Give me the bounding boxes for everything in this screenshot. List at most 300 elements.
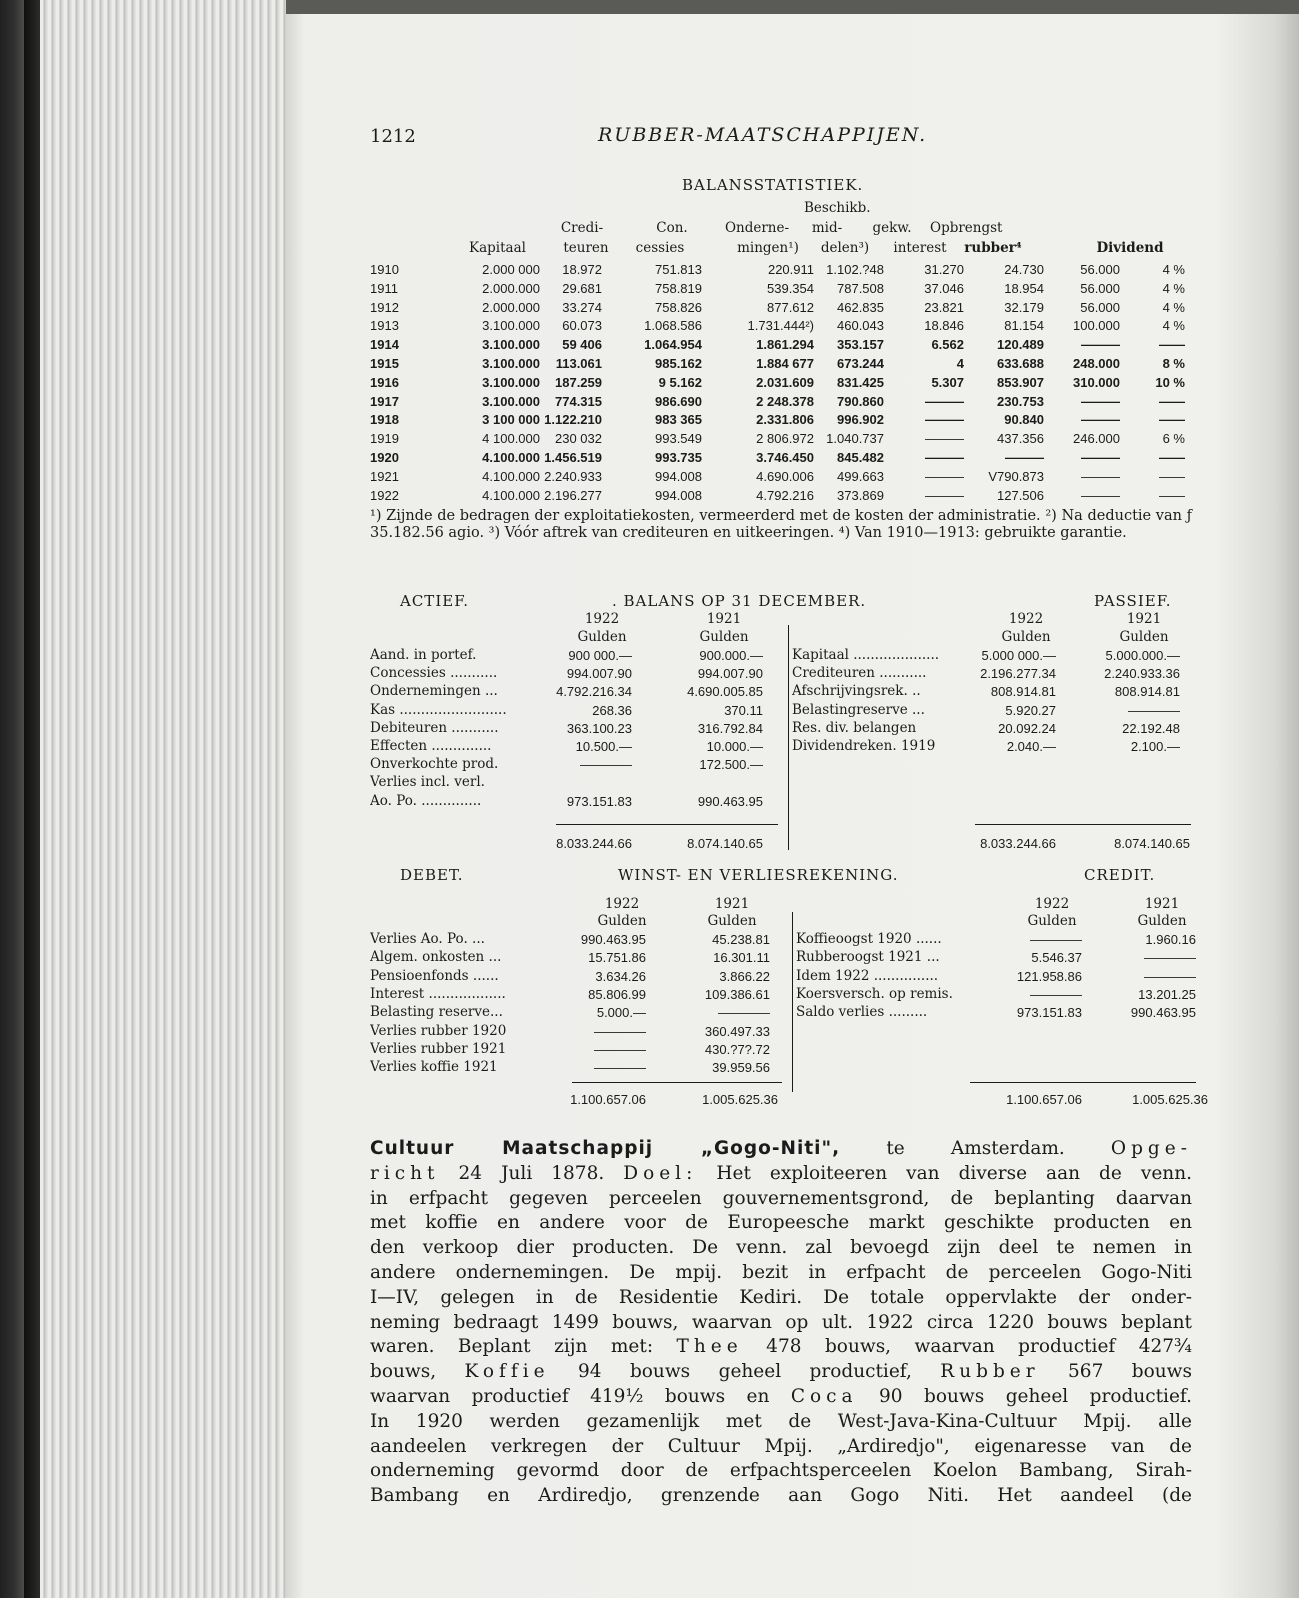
balans-activa-1922: ———— bbox=[580, 757, 632, 773]
stats-cell: 2.000.000 bbox=[482, 280, 540, 296]
stats-cell: 81.154 bbox=[1004, 318, 1044, 334]
winst-credit-rule bbox=[970, 1082, 1196, 1083]
winst-right-title: CREDIT. bbox=[1084, 866, 1156, 884]
winst-debet-1922: 85.806.99 bbox=[588, 986, 646, 1002]
company-text-line bbox=[370, 1262, 1192, 1283]
book-page-edges bbox=[0, 0, 300, 1598]
winst-credit-label: Koffieoogst 1920 ...... bbox=[796, 931, 942, 947]
winst-credit-label: Idem 1922 ............... bbox=[796, 967, 939, 984]
winst-debet-1921: 360.497.33 bbox=[704, 1023, 770, 1039]
stats-header-top-cell: Opbrengst bbox=[930, 220, 1003, 236]
stats-cell: 220.911 bbox=[767, 262, 814, 277]
stats-header-top-cell: Con. bbox=[656, 220, 688, 236]
balans-activa-1922: 4.792.216.34 bbox=[556, 684, 632, 700]
stats-cell: 1920 bbox=[370, 450, 399, 465]
stats-cell: 3.100.000 bbox=[482, 356, 540, 371]
stats-cell: 1.068.586 bbox=[644, 318, 702, 334]
balans-passiva-total-1921: 8.074.140.65 bbox=[1114, 836, 1190, 851]
stats-cell: 4 % bbox=[1162, 318, 1185, 334]
stats-cell: ——— bbox=[1005, 450, 1044, 465]
stats-cell: 1.731.444²) bbox=[747, 318, 814, 334]
balans-year-header: 1921 bbox=[1126, 611, 1162, 627]
winst-unit-header: Gulden bbox=[1137, 913, 1187, 929]
stats-cell: ——— bbox=[1081, 487, 1120, 503]
winst-debet-1922: 990.463.95 bbox=[580, 932, 646, 947]
stats-cell: 1913 bbox=[370, 318, 399, 334]
stats-cell: 2.196.277 bbox=[544, 487, 602, 503]
stats-cell: 127.506 bbox=[997, 487, 1044, 503]
stats-cell: 985.162 bbox=[655, 356, 702, 371]
balans-passiva-rule bbox=[975, 824, 1191, 825]
stats-cell: ——— bbox=[1081, 393, 1120, 409]
company-text-segment: waren. Beplant zijn met: bbox=[370, 1336, 677, 1358]
stats-cell: 1910 bbox=[370, 262, 399, 277]
stats-cell: ——— bbox=[1081, 412, 1120, 428]
winst-debet-1921: 16.301.11 bbox=[713, 950, 770, 966]
stats-cell: ——— bbox=[925, 412, 964, 428]
stats-cell: 4.100.000 bbox=[482, 468, 540, 484]
stats-cell: 1922 bbox=[370, 487, 399, 503]
stats-cell: 3.100.000 bbox=[482, 393, 540, 409]
stats-header-cell: rubber⁴ bbox=[964, 240, 1022, 256]
stats-cell: 6.562 bbox=[931, 337, 964, 353]
company-text-line bbox=[370, 1237, 1192, 1258]
stats-cell: 1.064.954 bbox=[644, 337, 702, 353]
stats-cell: 633.688 bbox=[997, 356, 1044, 371]
winst-debet-1921: 3.866.22 bbox=[719, 968, 770, 984]
stats-cell: 1915 bbox=[370, 356, 399, 371]
winst-divider bbox=[792, 912, 793, 1092]
balans-activa-label: Ondernemingen ... bbox=[370, 683, 498, 700]
stats-cell: 993.735 bbox=[655, 450, 702, 465]
balans-right-title: PASSIEF. bbox=[1094, 592, 1172, 610]
winst-year-header: 1922 bbox=[604, 896, 640, 912]
stats-cell: 24.730 bbox=[1004, 262, 1044, 277]
balans-passiva-1921: 5.000.000.— bbox=[1105, 648, 1180, 663]
stats-cell: 673.244 bbox=[837, 356, 884, 371]
balans-activa-label: Ao. Po. .............. bbox=[370, 792, 482, 809]
stats-footnote-text bbox=[370, 508, 1192, 542]
stats-cell: 4.792.216 bbox=[756, 487, 814, 503]
stats-cell: 10 % bbox=[1155, 374, 1185, 390]
stats-cell: ——— bbox=[1081, 468, 1120, 484]
winst-debet-1921: ———— bbox=[718, 1005, 770, 1021]
company-text-emphasis: Thee bbox=[676, 1336, 743, 1358]
stats-cell: 1912 bbox=[370, 299, 399, 315]
page-top-shadow bbox=[286, 0, 1299, 14]
stats-cell: 310.000 bbox=[1073, 374, 1120, 390]
company-text-line bbox=[370, 1460, 1192, 1481]
company-text-segment: den verkoop dier producten. De venn. zal bevoegd zijn deel te nemen in bbox=[370, 1237, 1192, 1259]
company-text-segment: onderneming gevormd door de erfpachtsperceelen Koelon Bambang, Sirah- bbox=[370, 1460, 1192, 1482]
balans-activa-1921: 172.500.— bbox=[699, 757, 763, 773]
stats-cell: 1911 bbox=[370, 280, 398, 296]
stats-header-top-cell: Credi- bbox=[560, 220, 604, 236]
stats-cell: 853.907 bbox=[997, 374, 1044, 390]
winst-credit-label: Koersversch. op remis. bbox=[796, 985, 953, 1002]
stats-cell: 2.000 000 bbox=[482, 262, 540, 277]
company-text-line bbox=[370, 1312, 1192, 1333]
balans-unit-header: Gulden bbox=[577, 629, 627, 645]
stats-cell: ——— bbox=[1081, 450, 1120, 465]
stats-header-cell: cessies bbox=[635, 240, 685, 256]
winst-debet-label: Verlies rubber 1920 bbox=[370, 1022, 507, 1039]
stats-cell: 56.000 bbox=[1080, 299, 1120, 315]
stats-cell: ——— bbox=[925, 450, 964, 465]
stats-cell: 18.972 bbox=[562, 262, 602, 277]
stats-cell: 18.954 bbox=[1004, 280, 1044, 296]
winst-credit-1922: ———— bbox=[1030, 986, 1082, 1002]
stats-cell: 2.240.933 bbox=[544, 468, 602, 484]
company-name: Cultuur Maatschappij „Gogo-Niti", bbox=[370, 1138, 841, 1159]
stats-cell: 23.821 bbox=[924, 299, 964, 315]
stats-cell: 994.008 bbox=[655, 487, 702, 503]
company-text-line bbox=[370, 1361, 1192, 1382]
stats-cell: 4.100.000 bbox=[482, 450, 540, 465]
company-text-line bbox=[370, 1386, 1192, 1407]
winst-debet-total-1922: 1.100.657.06 bbox=[570, 1092, 646, 1107]
stats-cell: 1.102.?48 bbox=[826, 262, 884, 277]
balans-activa-label: Effecten .............. bbox=[370, 738, 492, 754]
stats-cell: 5.307 bbox=[931, 374, 964, 390]
stats-cell: 1.884 677 bbox=[756, 356, 814, 371]
balans-passiva-label: Res. div. belangen bbox=[792, 719, 917, 736]
stats-cell: 877.612 bbox=[767, 299, 814, 315]
stats-cell: 59 406 bbox=[562, 337, 602, 353]
company-text-segment: te Amsterdam. bbox=[840, 1138, 1111, 1159]
company-text-segment: met koffie en andere voor de Europeesche markt geschikte producten en bbox=[370, 1212, 1192, 1234]
winst-credit-1921: 1.960.16 bbox=[1145, 932, 1196, 947]
balans-activa-rule bbox=[556, 824, 778, 825]
company-text-line bbox=[370, 1485, 1192, 1506]
stats-cell: 373.869 bbox=[837, 487, 884, 503]
company-text-line bbox=[370, 1163, 1192, 1184]
stats-cell: 993.549 bbox=[655, 431, 702, 447]
stats-cell: 3.100.000 bbox=[482, 318, 540, 334]
stats-cell: 983 365 bbox=[655, 412, 702, 428]
winst-debet-1922: ———— bbox=[594, 1023, 646, 1039]
stats-cell: ——— bbox=[925, 487, 964, 503]
stats-cell: 32.179 bbox=[1004, 299, 1044, 315]
stats-cell: 831.425 bbox=[837, 374, 884, 390]
winst-credit-label: Saldo verlies ......... bbox=[796, 1004, 928, 1021]
stats-cell: 1917 bbox=[370, 393, 399, 409]
stats-cell: —— bbox=[1159, 337, 1185, 353]
balans-passiva-1922: 2.196.277.34 bbox=[980, 666, 1056, 682]
company-text-line bbox=[370, 1436, 1192, 1457]
stats-cell: 790.860 bbox=[837, 393, 884, 409]
winst-debet-rule bbox=[572, 1082, 782, 1083]
stats-cell: 1919 bbox=[370, 431, 399, 447]
company-text-segment: aandeelen verkregen der Cultuur Mpij. „Ardiredjo", eigenaresse van de bbox=[370, 1435, 1192, 1457]
balans-passiva-total-1922: 8.033.244.66 bbox=[980, 836, 1056, 851]
stats-cell: 230 032 bbox=[555, 431, 602, 447]
stats-header-cell: mingen¹) bbox=[737, 240, 799, 256]
stats-cell: 2 248.378 bbox=[756, 393, 814, 409]
stats-cell: 9 5.162 bbox=[658, 374, 702, 390]
stats-cell: 1921 bbox=[370, 468, 399, 484]
winst-year-header: 1921 bbox=[1144, 896, 1180, 912]
balans-activa-label: Onverkochte prod. bbox=[370, 756, 499, 773]
stats-header-cell: interest bbox=[893, 240, 947, 256]
company-text-emphasis: Koffie bbox=[464, 1361, 550, 1383]
winst-debet-1922: 5.000.— bbox=[596, 1005, 646, 1021]
winst-title: WINST- EN VERLIESREKENING. bbox=[618, 866, 899, 884]
stats-footnote: ²) Na deductie van ƒ 35.182.56 agio. bbox=[370, 508, 1193, 541]
balans-activa-1922: 363.100.23 bbox=[566, 720, 632, 736]
stats-cell: 437.356 bbox=[997, 431, 1044, 447]
stats-cell: 1.040.737 bbox=[826, 431, 884, 447]
stats-header-top-cell: mid- bbox=[811, 220, 843, 236]
stats-cell: 2 806.972 bbox=[756, 431, 814, 447]
winst-debet-1922: 15.751.86 bbox=[588, 950, 646, 966]
winst-debet-1921: 45.238.81 bbox=[712, 932, 770, 947]
stats-cell: 230.753 bbox=[997, 393, 1044, 409]
winst-debet-total-1921: 1.005.625.36 bbox=[702, 1092, 778, 1107]
winst-credit-1921: ———— bbox=[1144, 950, 1196, 966]
stats-cell: 1914 bbox=[370, 337, 399, 353]
stats-cell: 113.061 bbox=[555, 356, 602, 371]
winst-credit-1921: 13.201.25 bbox=[1138, 986, 1196, 1002]
winst-debet-label: Verlies rubber 1921 bbox=[370, 1040, 507, 1057]
company-text-emphasis: Rubber bbox=[940, 1361, 1040, 1383]
balans-year-header: 1921 bbox=[706, 611, 742, 627]
balans-passiva-1922: 5.920.27 bbox=[1005, 702, 1056, 718]
stats-cell: 4 % bbox=[1162, 280, 1185, 296]
stats-cell: 4.100.000 bbox=[482, 487, 540, 503]
company-text-line bbox=[370, 1188, 1192, 1209]
balans-activa-1921: 316.792.84 bbox=[697, 720, 763, 736]
company-text-line bbox=[370, 1336, 1192, 1357]
balans-activa-total-1922: 8.033.244.66 bbox=[556, 836, 632, 851]
winst-debet-1922: ———— bbox=[594, 1041, 646, 1057]
balans-activa-label: Debiteuren ........... bbox=[370, 719, 499, 736]
winst-credit-1921: ———— bbox=[1144, 968, 1196, 984]
stats-cell: 2.331.806 bbox=[756, 412, 814, 428]
stats-cell: 120.489 bbox=[997, 337, 1044, 353]
balans-passiva-1922: 2.040.— bbox=[1006, 739, 1056, 754]
stats-cell: 4 % bbox=[1162, 262, 1185, 277]
winst-debet-1922: 3.634.26 bbox=[595, 968, 646, 984]
company-text-segment: Het exploiteeren van diverse aan de venn. bbox=[697, 1162, 1192, 1184]
balans-year-header: 1922 bbox=[584, 611, 620, 627]
balans-passiva-1921: 808.914.81 bbox=[1114, 684, 1180, 700]
stats-cell: 462.835 bbox=[837, 299, 884, 315]
balans-activa-1922: 268.36 bbox=[592, 702, 632, 718]
stats-cell: 8 % bbox=[1162, 356, 1185, 371]
stats-cell: 2.000.000 bbox=[482, 299, 540, 315]
balans-activa-1922: 10.500.— bbox=[575, 739, 632, 754]
company-text-segment: neming bedraagt 1499 bouws, waarvan op ult. 1922 circa 1220 bouws beplant bbox=[370, 1311, 1192, 1333]
stats-cell: ——— bbox=[925, 393, 964, 409]
stats-cell: 187.259 bbox=[555, 374, 602, 390]
company-text-segment: In 1920 werden gezamenlijk met de West-Java-Kina-Cultuur Mpij. alle bbox=[370, 1410, 1192, 1432]
stats-cell: —— bbox=[1159, 450, 1185, 465]
stats-cell: 1.122.210 bbox=[544, 412, 602, 428]
winst-year-header: 1922 bbox=[1034, 896, 1070, 912]
balans-activa-label: Concessies ........... bbox=[370, 665, 498, 682]
stats-col-group: Beschikb. bbox=[804, 200, 871, 216]
stats-cell: 18.846 bbox=[924, 318, 964, 334]
balans-divider bbox=[788, 625, 789, 850]
company-text-segment: bouws, bbox=[370, 1361, 465, 1383]
stats-cell: 1.861.294 bbox=[756, 337, 814, 353]
stats-cell: 986.690 bbox=[655, 393, 702, 409]
stats-cell: 4 100.000 bbox=[482, 431, 540, 447]
winst-credit-total-1921: 1.005.625.36 bbox=[1132, 1092, 1208, 1107]
balans-year-header: 1922 bbox=[1008, 611, 1044, 627]
balans-activa-1921: 900.000.— bbox=[699, 648, 763, 663]
stats-cell: 539.354 bbox=[767, 280, 814, 296]
winst-unit-header: Gulden bbox=[707, 913, 757, 929]
winst-debet-label: Algem. onkosten ... bbox=[370, 949, 502, 966]
balans-unit-header: Gulden bbox=[1001, 629, 1051, 645]
balans-activa-1921: 370.11 bbox=[724, 702, 763, 718]
winst-debet-1921: 109.386.61 bbox=[704, 986, 770, 1002]
balans-passiva-1921: 2.240.933.36 bbox=[1104, 666, 1180, 682]
stats-cell: 6 % bbox=[1162, 431, 1185, 447]
balans-activa-label: Verlies incl. verl. bbox=[370, 774, 485, 791]
balans-passiva-1922: 5.000 000.— bbox=[981, 648, 1056, 663]
company-text-segment: Bambang en Ardiredjo, grenzende aan Gogo Niti. Het aandeel (de bbox=[370, 1485, 1192, 1507]
winst-debet-label: Pensioenfonds ...... bbox=[370, 967, 499, 984]
book-spine bbox=[24, 0, 40, 1598]
stats-footnote: ¹) Zijnde de bedragen der exploitatiekosten, vermeerderd met de kosten der administratie. bbox=[370, 508, 1041, 524]
stats-cell: 758.819 bbox=[655, 280, 702, 296]
company-text-emphasis: Coca bbox=[790, 1386, 858, 1407]
stats-cell: ——— bbox=[1081, 337, 1120, 353]
stats-header-cell: Kapitaal bbox=[469, 240, 526, 256]
company-text-line bbox=[370, 1212, 1192, 1233]
balans-passiva-1921: 22.192.48 bbox=[1122, 720, 1180, 736]
company-text-emphasis: Doel: bbox=[623, 1162, 698, 1184]
winst-debet-1921: 39.959.56 bbox=[712, 1060, 770, 1076]
winst-unit-header: Gulden bbox=[597, 913, 647, 929]
stats-footnote: ³) Vóór aftrek van crediteuren en uitkeeringen. bbox=[488, 525, 835, 541]
balans-activa-1921: 10.000.— bbox=[706, 739, 763, 754]
stats-cell: 3.100.000 bbox=[482, 337, 540, 353]
stats-title: BALANSSTATISTIEK. bbox=[682, 176, 864, 194]
stats-cell: 787.508 bbox=[837, 280, 884, 296]
balans-activa-1921: 990.463.95 bbox=[697, 793, 763, 809]
stats-cell: —— bbox=[1159, 468, 1185, 484]
company-text-segment: andere ondernemingen. De mpij. bezit in erfpacht de perceelen Gogo-Niti bbox=[370, 1262, 1192, 1283]
balans-activa-label: Aand. in portef. bbox=[370, 647, 477, 663]
stats-cell: 845.482 bbox=[837, 450, 884, 465]
stats-cell: 248.000 bbox=[1073, 356, 1120, 371]
stats-cell: 4.690.006 bbox=[756, 468, 814, 484]
company-text-segment: 567 bouws bbox=[1039, 1361, 1192, 1383]
balans-title: . BALANS OP 31 DECEMBER. bbox=[612, 592, 867, 610]
balans-activa-label: Kas ......................... bbox=[370, 701, 507, 718]
company-text-segment: in erfpacht gegeven perceelen gouvernementsgrond, de beplanting daarvan bbox=[370, 1187, 1192, 1209]
stats-cell: 4 bbox=[956, 356, 964, 371]
balans-left-title: ACTIEF. bbox=[400, 592, 470, 610]
stats-cell: 100.000 bbox=[1073, 318, 1120, 334]
balans-passiva-1921: 2.100.— bbox=[1130, 739, 1180, 754]
winst-debet-label: Verlies Ao. Po. ... bbox=[370, 931, 485, 947]
stats-cell: 4 % bbox=[1162, 299, 1185, 315]
company-text-segment: waarvan productief 419½ bouws en bbox=[370, 1386, 791, 1407]
stats-cell: —— bbox=[1159, 487, 1185, 503]
stats-cell: 2.031.609 bbox=[756, 374, 814, 390]
stats-cell: 996.902 bbox=[837, 412, 884, 428]
winst-debet-label: Belasting reserve... bbox=[370, 1004, 503, 1021]
stats-cell: 3.746.450 bbox=[756, 450, 814, 465]
stats-cell: —— bbox=[1159, 393, 1185, 409]
balans-unit-header: Gulden bbox=[699, 629, 749, 645]
company-text-line bbox=[370, 1138, 1192, 1159]
winst-credit-1922: 121.958.86 bbox=[1016, 968, 1082, 984]
stats-cell: 90.840 bbox=[1004, 412, 1044, 428]
stats-cell: 758.826 bbox=[655, 299, 702, 315]
stats-cell: 994.008 bbox=[655, 468, 702, 484]
winst-credit-1922: 5.546.37 bbox=[1031, 950, 1082, 966]
page-number: 1212 bbox=[370, 126, 416, 147]
winst-year-header: 1921 bbox=[714, 896, 750, 912]
company-text-line bbox=[370, 1287, 1192, 1308]
company-text-segment: 94 bouws geheel productief, bbox=[549, 1361, 941, 1383]
stats-header-top-cell: gekw. bbox=[872, 220, 912, 236]
balans-passiva-label: Kapitaal .................... bbox=[792, 647, 940, 663]
winst-debet-1922: ———— bbox=[594, 1060, 646, 1076]
balans-activa-1921: 4.690.005.85 bbox=[687, 684, 763, 700]
stats-cell: 56.000 bbox=[1080, 262, 1120, 277]
balans-activa-total-1921: 8.074.140.65 bbox=[687, 836, 763, 851]
stats-footnote: ⁴) Van 1910—1913: gebruikte garantie. bbox=[838, 525, 1127, 541]
winst-debet-label: Interest .................. bbox=[370, 985, 506, 1002]
winst-credit-label: Rubberoogst 1921 ... bbox=[796, 949, 940, 966]
stats-cell: 56.000 bbox=[1080, 280, 1120, 296]
balans-activa-1922: 900 000.— bbox=[568, 648, 632, 663]
company-text-emphasis: Opge- bbox=[1110, 1138, 1192, 1159]
balans-passiva-1922: 808.914.81 bbox=[990, 684, 1056, 700]
company-text-segment: 478 bouws, waarvan productief 427¾ bbox=[742, 1336, 1192, 1358]
stats-cell: 31.270 bbox=[924, 262, 964, 277]
stats-header-top-cell: Onderne- bbox=[724, 220, 790, 236]
stats-header-cell: Dividend bbox=[1096, 240, 1164, 256]
stats-header-cell: delen³) bbox=[820, 240, 870, 256]
balans-passiva-label: Dividendreken. 1919 bbox=[792, 738, 936, 754]
winst-credit-1922: 973.151.83 bbox=[1016, 1005, 1082, 1021]
winst-left-title: DEBET. bbox=[400, 866, 464, 884]
balans-activa-1922: 994.007.90 bbox=[566, 666, 632, 682]
company-text-segment: 90 bouws geheel productief. bbox=[857, 1386, 1192, 1407]
stats-cell: V790.873 bbox=[988, 468, 1044, 484]
company-text-emphasis: richt bbox=[370, 1162, 440, 1184]
balans-activa-1921: 994.007.90 bbox=[697, 666, 763, 682]
stats-cell: 499.663 bbox=[837, 468, 884, 484]
stats-cell: 29.681 bbox=[562, 280, 602, 296]
stats-cell: 246.000 bbox=[1073, 431, 1120, 447]
balans-passiva-label: Crediteuren ........... bbox=[792, 665, 927, 682]
winst-credit-total-1922: 1.100.657.06 bbox=[1006, 1092, 1082, 1107]
stats-header-cell: teuren bbox=[563, 240, 609, 256]
stats-cell: 460.043 bbox=[837, 318, 884, 334]
stats-cell: 1.456.519 bbox=[544, 450, 602, 465]
winst-debet-label: Verlies koffie 1921 bbox=[370, 1059, 498, 1076]
running-title: RUBBER-MAATSCHAPPIJEN. bbox=[598, 124, 928, 146]
stats-cell: 60.073 bbox=[562, 318, 602, 334]
winst-credit-1921: 990.463.95 bbox=[1130, 1005, 1196, 1021]
stats-cell: 1916 bbox=[370, 374, 399, 390]
company-text-segment: I—IV, gelegen in de Residentie Kediri. De totale oppervlakte der onder- bbox=[370, 1286, 1192, 1308]
company-text-segment: 24 Juli 1878. bbox=[439, 1162, 624, 1184]
stats-cell: —— bbox=[1159, 412, 1185, 428]
balans-passiva-1922: 20.092.24 bbox=[998, 720, 1056, 736]
stats-cell: 37.046 bbox=[924, 280, 964, 296]
stats-cell: ——— bbox=[925, 468, 964, 484]
